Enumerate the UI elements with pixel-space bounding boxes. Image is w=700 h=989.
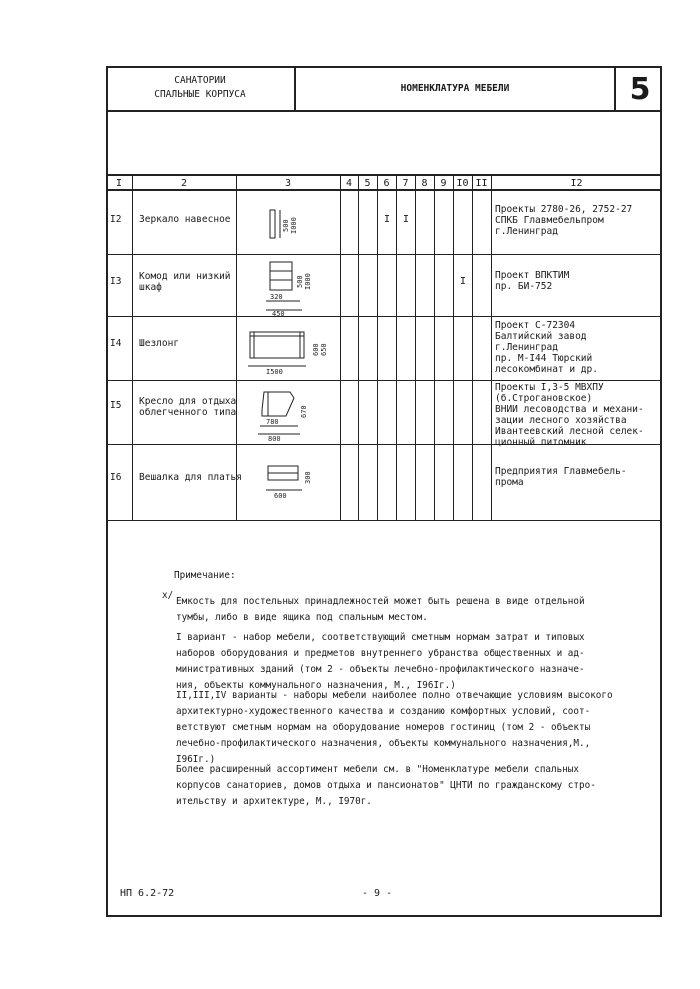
row-item-name: Кресло для отдыха облегченного типа bbox=[139, 396, 237, 418]
note-paragraph-2: I вариант - набор мебели, соответствующий сметным нормам затрат и типовых наборов оборудования и предметов внутреннего убранства общественных и ад- министративных зданий (том 2 - объекты лечебно-профилактического назначе- ния, объекты коммунального назначения, М., I96Iг.) bbox=[176, 632, 585, 691]
header-bottom-line bbox=[106, 110, 662, 112]
table-bottom-line bbox=[106, 520, 662, 521]
row-line-1 bbox=[106, 254, 662, 255]
note-heading: Примечание: bbox=[174, 570, 236, 581]
dresser-sketch bbox=[262, 258, 342, 318]
armchair-dim-800: 800 bbox=[268, 435, 281, 443]
row-source: Проект ВПКТИМ пр. БИ-752 bbox=[495, 270, 570, 292]
col-header-2: 2 bbox=[180, 178, 188, 189]
col-line-2 bbox=[236, 174, 237, 520]
header-left-line2: СПАЛЬНЫЕ КОРПУСА bbox=[154, 89, 246, 100]
mirror-dim-1000: I000 bbox=[290, 217, 298, 234]
armchair-dim-670: 670 bbox=[300, 405, 308, 418]
row-number: I5 bbox=[110, 400, 122, 411]
header-center-title: НОМЕНКЛАТУРА МЕБЕЛИ bbox=[400, 83, 510, 94]
row-source: Предприятия Главмебель- прома bbox=[495, 466, 627, 488]
row-item-name: Вешалка для платья bbox=[139, 472, 242, 483]
note-paragraph-3: II,III,IV варианты - наборы мебели наиболее полно отвечающие условиям высокого архитектурно-художественного качества и созданию комфортных условий, соот- ветствуют сметным нормам на оборудование номеров гостиниц (том 2 - объекты лечебно-профилактического назначения, объекты коммунального назначения,М., I96Iг.) bbox=[176, 690, 613, 765]
row-number: I2 bbox=[110, 214, 122, 225]
chaise-dim-650: 650 bbox=[320, 343, 328, 356]
col-line-7 bbox=[415, 174, 416, 520]
col-header-3: 3 bbox=[284, 178, 292, 189]
row-source: Проекты I,3-5 МВХПУ (б.Строгановское) ВНИИ лесоводства и механи- зации лесного хозяйства Ивантеевский лесной селек- ционный питомник bbox=[495, 382, 644, 448]
header-divider-2 bbox=[614, 66, 616, 110]
armchair-sketch bbox=[250, 382, 330, 444]
col-header-5: 5 bbox=[364, 178, 371, 189]
col-header-10: I0 bbox=[456, 178, 469, 189]
row-item-name: Шезлонг bbox=[139, 338, 180, 349]
col-header-9: 9 bbox=[440, 178, 447, 189]
col-line-6 bbox=[396, 174, 397, 520]
dresser-dim-320: 320 bbox=[270, 293, 283, 301]
col-line-10 bbox=[472, 174, 473, 520]
row-item-name: Зеркало навесное bbox=[139, 214, 231, 225]
col-line-4 bbox=[358, 174, 359, 520]
hanger-sketch bbox=[262, 458, 342, 514]
col-line-11 bbox=[491, 174, 492, 520]
chaise-dim-1500: I500 bbox=[266, 368, 283, 376]
armchair-dim-780: 780 bbox=[266, 418, 279, 426]
col-header-6: 6 bbox=[383, 178, 390, 189]
note-paragraph-1: Емкость для постельных принадлежностей может быть решена в виде отдельной тумбы, либо в виде ящика под спальным местом. bbox=[176, 596, 585, 623]
table-top-line bbox=[106, 174, 662, 176]
header-left-line1: САНАТОРИИ bbox=[174, 75, 226, 86]
row-number: I4 bbox=[110, 338, 122, 349]
col-header-8: 8 bbox=[421, 178, 428, 189]
footer-page-number: - 9 - bbox=[362, 888, 393, 899]
mirror-dim-500: 500 bbox=[282, 219, 290, 232]
note-paragraph-4: Более расширенный ассортимент мебели см. в "Номенклатуре мебели спальных корпусов санаториев, домов отдыха и пансионатов" ЦНТИ по гражданскому стро- ительству и архитектуре, М., I970г. bbox=[176, 764, 596, 807]
col-header-7: 7 bbox=[402, 178, 409, 189]
row-line-2 bbox=[106, 316, 662, 317]
dresser-dim-500: 500 bbox=[296, 275, 304, 288]
row-mark-col7: I bbox=[403, 214, 410, 225]
sheet-number: 5 bbox=[629, 72, 651, 107]
row-source: Проект С-72304 Балтийский завод г.Ленинград пр. М-I44 Тюрский лесокомбинат и др. bbox=[495, 320, 598, 375]
footer-code: НП 6.2-72 bbox=[120, 888, 175, 899]
row-number: I6 bbox=[110, 472, 122, 483]
hanger-dim-300: 300 bbox=[304, 471, 312, 484]
footnote-mark: x/ bbox=[162, 590, 174, 601]
hanger-dim-600: 600 bbox=[274, 492, 287, 500]
col-line-5 bbox=[377, 174, 378, 520]
row-line-3 bbox=[106, 380, 662, 381]
col-line-1 bbox=[132, 174, 133, 520]
chaise-dim-600: 600 bbox=[312, 343, 320, 356]
row-mark-col10: I bbox=[460, 276, 467, 287]
dresser-dim-1000: I000 bbox=[304, 273, 312, 290]
col-header-12: I2 bbox=[570, 178, 583, 189]
col-header-11: II bbox=[475, 178, 488, 189]
chaise-sketch bbox=[240, 318, 340, 380]
row-mark-col6: I bbox=[384, 214, 391, 225]
col-header-1: I bbox=[115, 178, 123, 189]
table-header-line bbox=[106, 189, 662, 191]
row-number: I3 bbox=[110, 276, 122, 287]
col-line-8 bbox=[434, 174, 435, 520]
row-source: Проекты 2780-26, 2752-27 СПКБ Главмебельпром г.Ленинград bbox=[495, 204, 633, 237]
mirror-sketch bbox=[262, 202, 322, 252]
col-line-9 bbox=[453, 174, 454, 520]
col-header-4: 4 bbox=[345, 178, 353, 189]
row-item-name: Комод или низкий шкаф bbox=[139, 271, 231, 293]
dresser-dim-450: 450 bbox=[272, 310, 285, 318]
